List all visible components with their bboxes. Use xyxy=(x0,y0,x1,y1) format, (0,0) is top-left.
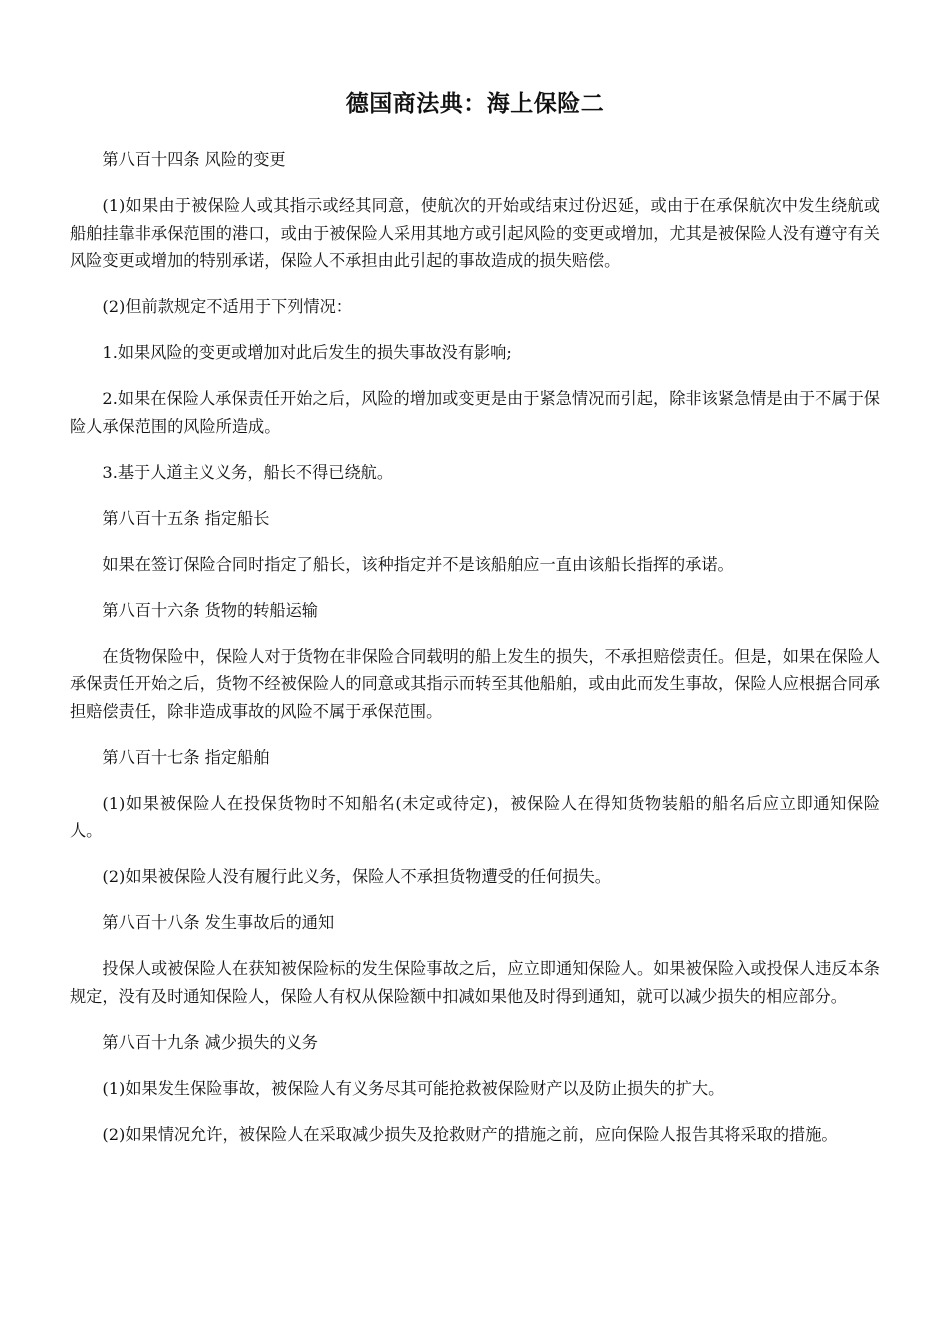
article-819-clause-1: (1)如果发生保险事故，被保险人有义务尽其可能抢救被保险财产以及防止损失的扩大。 xyxy=(102,1078,725,1098)
article-816-heading: 第八百十六条 货物的转船运输 xyxy=(102,600,318,620)
article-814-item-2: 2.如果在保险人承保责任开始之后，风险的增加或变更是由于紧急情况而引起，除非该紧急情是由于不属于保险人承保范围的风险所造成。 xyxy=(70,389,880,436)
article-815-heading: 第八百十五条 指定船长 xyxy=(102,508,270,528)
article-817-clause-2: (2)如果被保险人没有履行此义务，保险人不承担货物遭受的任何损失。 xyxy=(102,867,611,886)
article-817-clause-1: (1)如果被保险人在投保货物时不知船名(未定或待定)，被保险人在得知货物装船的船名后应立即通知保险人。 xyxy=(70,793,880,840)
article-817-heading: 第八百十七条 指定船舶 xyxy=(102,747,270,767)
article-814-item-1: 1.如果风险的变更或增加对此后发生的损失事故没有影响; xyxy=(102,343,512,362)
article-819-heading: 第八百十九条 减少损失的义务 xyxy=(102,1032,318,1052)
document-title: 德国商法典：海上保险二 xyxy=(345,91,605,117)
article-816-body: 在货物保险中，保险人对于货物在非保险合同载明的船上发生的损失，不承担赔偿责任。但是，如果在保险人承保责任开始之后，货物不经被保险人的同意或其指示而转至其他船舶，或由此而发生事故，保险人应根据合同承担赔偿责任，除非造成事故的风险不属于承保范围。 xyxy=(70,646,880,721)
article-814-clause-1: (1)如果由于被保险人或其指示或经其同意，使航次的开始或结束过份迟延，或由于在承保航次中发生绕航或船舶挂靠非承保范围的港口，或由于被保险人采用其地方或引起风险的变更或增加，尤其是被保险人没有遵守有关风险变更或增加的特别承诺，保险人不承担由此引起的事故造成的损失赔偿。 xyxy=(70,196,880,270)
article-815-body: 如果在签订保险合同时指定了船长，该种指定并不是该船舶应一直由该船长指挥的承诺。 xyxy=(102,554,734,574)
article-814-item-3: 3.基于人道主义义务，船长不得已绕航。 xyxy=(102,462,394,482)
article-814-clause-2: (2)但前款规定不适用于下列情况： xyxy=(102,297,352,316)
article-814-heading: 第八百十四条 风险的变更 xyxy=(102,150,286,169)
article-818-heading: 第八百十八条 发生事故后的通知 xyxy=(102,913,335,932)
article-818-body: 投保人或被保险人在获知被保险标的发生保险事故之后，应立即通知保险人。如果被保险入或投保人违反本条规定，没有及时通知保险人，保险人有权从保险额中扣减如果他及时得到通知，就可以减少损失的相应部分。 xyxy=(70,959,880,1006)
article-819-clause-2: (2)如果情况允许，被保险人在采取减少损失及抢救财产的措施之前，应向保险人报告其将采取的措施。 xyxy=(102,1124,838,1144)
